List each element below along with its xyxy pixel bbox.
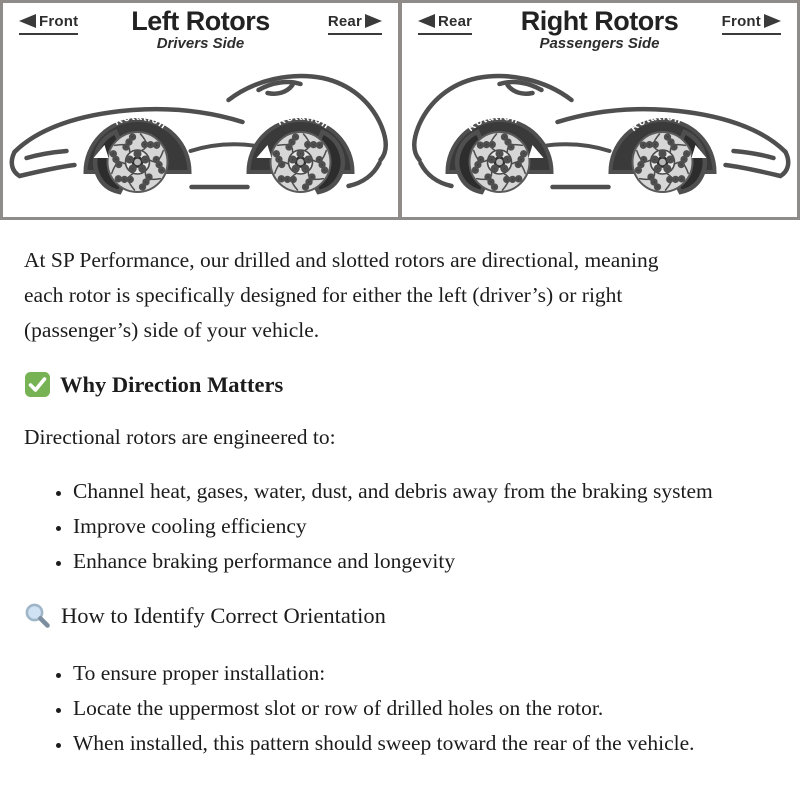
list-item: • When installed, this pattern should sweep toward the rear of the vehicle.: [73, 726, 721, 761]
magnifying-glass-icon: [24, 602, 52, 630]
rotation-label: Rotation: [627, 110, 684, 135]
section-heading-text: Why Direction Matters: [60, 371, 284, 397]
panel-subtitle: Drivers Side: [156, 35, 245, 53]
rear-direction-indicator: [328, 10, 382, 35]
rear-direction-indicator: [418, 10, 472, 35]
rotation-label: Rotation: [112, 110, 170, 132]
check-mark-icon: [24, 371, 51, 398]
direction-label: Front: [39, 12, 79, 30]
rotor-direction-diagram: [0, 0, 800, 220]
arrow-right-icon: [764, 14, 781, 28]
section-heading-correct-orientation: [24, 602, 776, 630]
front-direction-indicator: [722, 10, 781, 35]
right-panel-header: [402, 10, 797, 35]
rotation-label: Rotation: [275, 110, 333, 132]
list-item: • Improve cooling efficiency: [73, 509, 721, 544]
car-illustration-left: [3, 54, 398, 217]
direction-label: Front: [721, 12, 761, 30]
benefits-list: [24, 474, 721, 579]
list-item: • Locate the uppermost slot or row of drilled holes on the rotor.: [73, 691, 721, 726]
front-direction-indicator: [19, 10, 78, 35]
direction-label: Rear: [438, 12, 473, 30]
left-rotors-panel: [3, 3, 398, 217]
right-rotors-panel: [398, 3, 797, 217]
rotation-label: Rotation: [464, 110, 521, 135]
direction-label: Rear: [327, 12, 362, 30]
panel-subtitle: Passengers Side: [539, 35, 660, 53]
list-item: • Channel heat, gases, water, dust, and debris away from the braking system: [73, 474, 721, 509]
article-content: [0, 220, 800, 761]
list-item: • To ensure proper installation:: [73, 656, 721, 691]
arrow-right-icon: [365, 14, 382, 28]
panel-title: Left Rotors: [131, 6, 270, 36]
arrow-left-icon: [418, 14, 435, 28]
car-illustration-right: [402, 54, 797, 217]
arrow-left-icon: [19, 14, 36, 28]
list-item: • Enhance braking performance and longevity: [73, 544, 721, 579]
panel-title: Right Rotors: [520, 6, 679, 36]
left-panel-header: [3, 10, 398, 35]
section-heading-text: How to Identify Correct Orientation: [61, 603, 386, 628]
orientation-steps-list: [24, 656, 721, 761]
intro-paragraph: At SP Performance, our drilled and slotted rotors are directional, meaning each rotor is specifically designed for either the left (driver’s) or right (passenger’s) side of your vehicle.: [24, 248, 659, 342]
lead-text: Directional rotors are engineered to:: [24, 425, 336, 449]
section-heading-why-direction-matters: [24, 371, 776, 398]
